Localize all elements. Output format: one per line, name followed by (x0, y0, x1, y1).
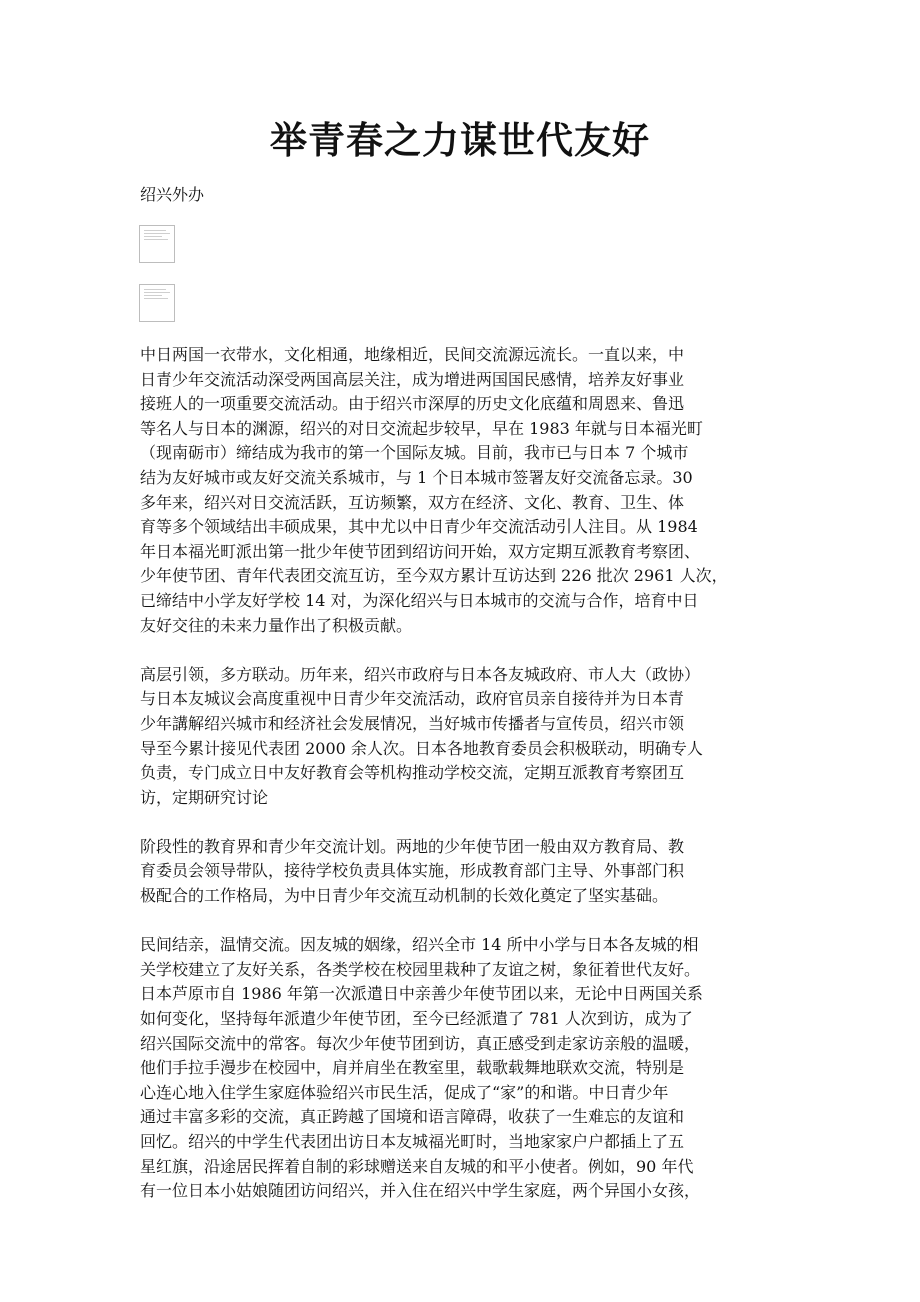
paragraph-line: 回忆。绍兴的中学生代表团出访日本友城福光町时，当地家家户户都插上了五 (140, 1132, 685, 1151)
paragraph-line: 高层引领，多方联动。历年来，绍兴市政府与日本各友城政府、市人大（政协） (140, 664, 701, 684)
paragraph (140, 343, 800, 638)
paragraph-line: 访，定期研究讨论 (140, 787, 269, 807)
paragraph-line: 有一位日本小姑娘随团访问绍兴，并入住在绍兴中学生家庭，两个异国小女孩， (140, 1181, 701, 1201)
paragraph-line: 等名人与日本的渊源，绍兴的对日交流起步较早，早在 1983 年就与日本福光町 (140, 418, 703, 438)
paragraph-line: 育委员会领导带队，接待学校负责具体实施，形成教育部门主导、外事部门积 (140, 861, 685, 881)
paragraph-line: 少年講解绍兴城市和经济社会发展情况，当好城市传播者与宣传员，绍兴市领 (140, 713, 685, 733)
paragraph-line: 接班人的一项重要交流活动。由于绍兴市深厚的历史文化底蕴和周恩来、鲁迅 (140, 394, 685, 414)
document-image-thumbnail-2 (139, 284, 175, 322)
paragraph-line: 阶段性的教育界和青少年交流计划。两地的少年使节团一般由双方教育局、教 (140, 836, 685, 856)
paragraph-line: 少年使节团、青年代表团交流互访，至今双方累计互访达到 226 批次 2961 人次， (140, 566, 728, 586)
paragraph-line: 日本芦原市自 1986 年第一次派遣日中亲善少年使节团以来，无论中日两国关系 (140, 984, 703, 1004)
paragraph (140, 835, 800, 909)
paragraph-line: 极配合的工作格局，为中日青少年交流互动机制的长效化奠定了坚实基础。 (140, 886, 669, 906)
paragraph-line: 日青少年交流活动深受两国高层关注，成为增进两国国民感情，培养友好事业 (140, 369, 685, 389)
paragraph-line: 他们手拉手漫步在校园中，肩并肩坐在教室里，载歌载舞地联欢交流，特别是 (140, 1058, 685, 1078)
document-image-thumbnail-1 (139, 225, 175, 263)
paragraph-line: 已缔结中小学友好学校 14 对，为深化绍兴与日本城市的交流与合作，培育中日 (140, 590, 699, 610)
paragraph-line: 与日本友城议会高度重视中日青少年交流活动，政府官员亲自接待并为日本青 (140, 689, 685, 709)
paragraph-line: 导至今累计接见代表团 2000 余人次。日本各地教育委员会积极联动，明确专人 (140, 738, 703, 758)
paragraph-line: 育等多个领域结出丰硕成果，其中尤以中日青少年交流活动引人注目。从 1984 (140, 517, 698, 537)
paragraph (140, 933, 800, 1204)
paragraph-line: 通过丰富多彩的交流，真正跨越了国境和语言障碍，收获了一生难忘的友谊和 (140, 1107, 685, 1127)
document-source: 绍兴外办 (140, 185, 205, 204)
paragraph-line: 中日两国一衣带水，文化相通，地缘相近，民间交流源远流长。一直以来，中 (140, 345, 685, 364)
paragraph-line: 负责，专门成立日中友好教育会等机构推动学校交流，定期互派教育考察团互 (140, 763, 685, 783)
document-title: 举青春之力谋世代友好 (270, 118, 650, 162)
paragraph-line: 心连心地入住学生家庭体验绍兴市民生活，促成了“家”的和谐。中日青少年 (140, 1082, 669, 1102)
paragraph-line: 星红旗，沿途居民挥着自制的彩球赠送来自友城的和平小使者。例如，90 年代 (140, 1156, 694, 1176)
paragraph-line: 关学校建立了友好关系，各类学校在校园里栽种了友谊之树，象征着世代友好。 (140, 959, 701, 979)
paragraph (140, 663, 800, 811)
paragraph-line: 结为友好城市或友好交流关系城市，与 1 个日本城市签署友好交流备忘录。30 (140, 467, 693, 487)
paragraph-line: 民间结亲，温情交流。因友城的姻缘，绍兴全市 14 所中小学与日本各友城的相 (140, 935, 699, 955)
paragraph-line: 如何变化，坚持每年派遣少年使节团，至今已经派遣了 781 人次到访，成为了 (140, 1009, 693, 1029)
document-body (140, 343, 800, 1228)
paragraph-line: （现南砺市）缔结成为我市的第一个国际友城。目前，我市已与日本 7 个城市 (140, 443, 689, 463)
paragraph-line: 绍兴国际交流中的常客。每次少年使节团到访，真正感受到走家访亲般的温暖， (140, 1033, 701, 1053)
paragraph-line: 友好交往的未来力量作出了积极贡献。 (140, 615, 413, 635)
paragraph-line: 多年来，绍兴对日交流活跃，互访频繁，双方在经济、文化、教育、卫生、体 (140, 492, 685, 512)
paragraph-line: 年日本福光町派出第一批少年使节团到绍访问开始，双方定期互派教育考察团、 (140, 541, 701, 561)
